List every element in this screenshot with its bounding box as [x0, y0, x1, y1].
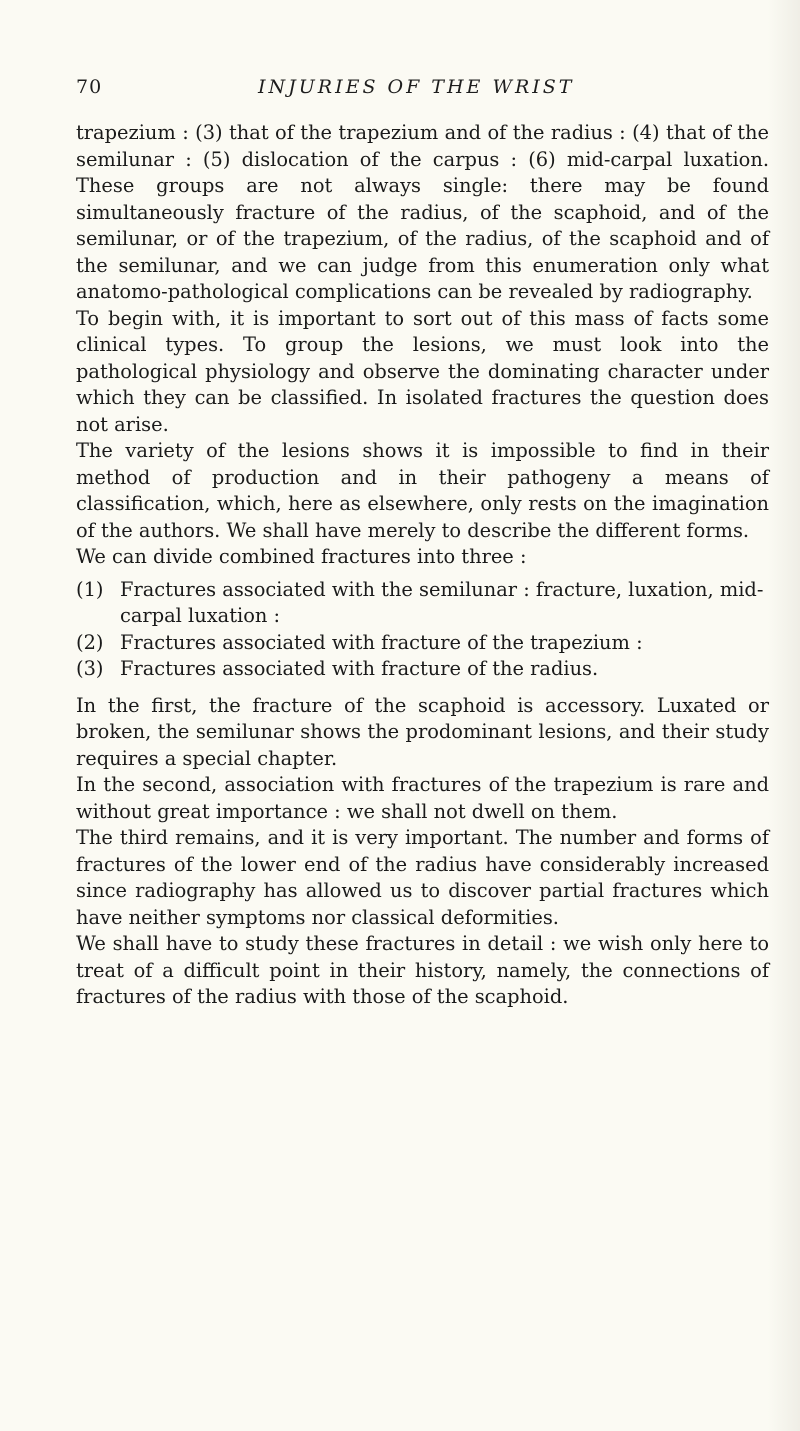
- body-text: [76, 120, 769, 1011]
- paragraph: In the second, association with fractures of the trapezium is rare and without great importance : we shall not dwell on them.: [76, 773, 769, 823]
- paragraph: In the first, the fracture of the scaphoid is accessory. Luxated or broken, the semilunar shows the prodominant lesions, and their study requires a special chapter.: [76, 693, 769, 770]
- page-number: 70: [76, 76, 103, 98]
- list-item-number: (3): [76, 657, 104, 680]
- list-item-text: Fractures associated with fracture of the trapezium :: [120, 630, 643, 654]
- paragraph: The third remains, and it is very important. The number and forms of fractures of the lower end of the radius have considerably increased since radiography has allowed us to discover partial fractures which have neither symptoms nor classical deformities.: [76, 826, 769, 929]
- fracture-type-list: [76, 577, 769, 683]
- paragraph: We can divide combined fractures into three :: [76, 545, 527, 568]
- list-item: [76, 577, 769, 630]
- list-item-number: (2): [76, 630, 104, 654]
- paragraph: trapezium : (3) that of the trapezium and of the radius : (4) that of the semilunar : (5) dislocation of the carpus : (6) mid-carpal luxation. These groups are not always single: there may be found simultaneously fracture of the radius, of the scaphoid, and of the semilunar, or of the trapezium, of the radius, of the scaphoid and of the semilunar, and we can judge from this enumeration only what anatomo-pathological complications can be revealed by radiography.: [76, 121, 769, 303]
- paragraph: We shall have to study these fractures in detail : we wish only here to treat of a difficult point in their history, namely, the connections of fractures of the radius with those of the scaphoid.: [76, 932, 769, 1008]
- list-item-text: Fractures associated with the semilunar : fracture, luxation, mid-carpal luxation :: [120, 577, 764, 627]
- list-item-text: Fractures associated with fracture of the radius.: [120, 657, 599, 680]
- running-title: INJURIES OF THE WRIST: [258, 76, 575, 98]
- paragraph: To begin with, it is important to sort out of this mass of facts some clinical types. To group the lesions, we must look into the pathological physiology and observe the dominating character under which they can be classified. In isolated fractures the question does not arise.: [76, 306, 769, 436]
- list-item: [76, 630, 769, 657]
- list-item: [76, 656, 769, 683]
- page-header: [76, 76, 776, 106]
- list-item-number: (1): [76, 577, 104, 601]
- paragraph: The variety of the lesions shows it is impossible to find in their method of production and in their pathogeny a means of classification, which, here as elsewhere, only rests on the imagination of the authors. We shall have merely to describe the different forms.: [76, 439, 769, 542]
